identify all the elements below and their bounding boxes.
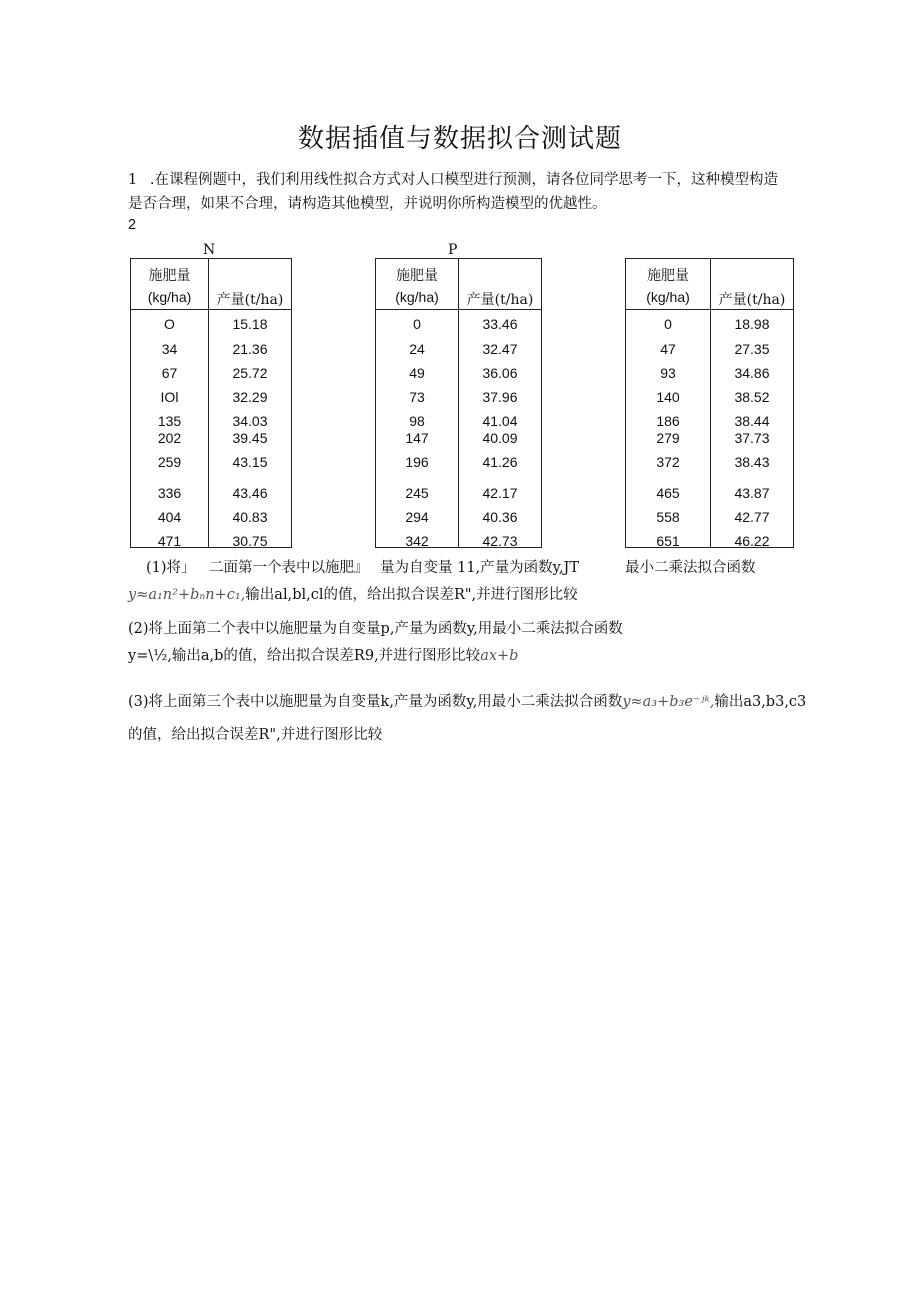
cell-yield: 32.47 xyxy=(482,341,518,357)
cell-fertilizer: 73 xyxy=(409,389,425,405)
cell-fertilizer: 135 xyxy=(157,413,182,429)
cell-yield: 43.46 xyxy=(232,485,268,501)
question-1-number: 1 xyxy=(128,172,138,188)
cell-fertilizer: 34 xyxy=(161,341,178,357)
cell-fertilizer: 0 xyxy=(664,316,672,332)
cell-yield: 40.36 xyxy=(482,509,518,525)
cell-fertilizer: 465 xyxy=(656,485,680,501)
header-fertilizer-unit: (kg/ha) xyxy=(395,289,439,305)
header-fertilizer-unit: (kg/ha) xyxy=(646,289,690,305)
cell-fertilizer: 202 xyxy=(157,430,182,446)
sub-question-3-line-2: 的值，给出拟合误差R",并进行图形比较 xyxy=(128,727,383,743)
cell-fertilizer: 279 xyxy=(656,430,680,446)
cell-fertilizer: 372 xyxy=(656,454,680,470)
cell-yield: 40.09 xyxy=(482,430,518,446)
cell-fertilizer: IOl xyxy=(160,389,179,405)
cell-fertilizer: 98 xyxy=(409,413,425,429)
formula-linear: ax+b xyxy=(480,648,519,664)
cell-fertilizer: 47 xyxy=(660,341,676,357)
formula-exponential: y≈a₃+b₃e⁻ʲᵏ, xyxy=(622,694,715,710)
cell-fertilizer: 186 xyxy=(656,413,680,429)
data-table-k xyxy=(625,258,794,548)
cell-fertilizer: 471 xyxy=(157,533,182,549)
data-table-n xyxy=(130,258,292,548)
cell-yield: 18.98 xyxy=(734,316,770,332)
cell-fertilizer: 24 xyxy=(409,341,425,357)
cell-fertilizer: 196 xyxy=(405,454,429,470)
sub-question-1-seg-4: 最小二乘法拟合函数 xyxy=(625,560,756,576)
cell-fertilizer: 67 xyxy=(161,365,178,381)
cell-fertilizer: 651 xyxy=(656,533,680,549)
cell-yield: 41.26 xyxy=(482,454,518,470)
cell-yield: 38.44 xyxy=(734,413,770,429)
table-label-n: N xyxy=(203,242,216,258)
cell-fertilizer: 259 xyxy=(157,454,182,470)
header-fertilizer-unit: (kg/ha) xyxy=(147,289,192,305)
cell-fertilizer: 140 xyxy=(656,389,680,405)
cell-yield: 36.06 xyxy=(482,365,518,381)
sub-question-1-seg-1: (1)将」 xyxy=(146,560,196,576)
cell-fertilizer: 294 xyxy=(405,509,429,525)
header-yield: 产量(t/ha) xyxy=(216,292,284,308)
formula-quadratic: y≈a₁n²+bₙn+c₁, xyxy=(128,587,246,603)
cell-fertilizer: 558 xyxy=(656,509,680,525)
cell-yield: 38.43 xyxy=(734,454,770,470)
cell-fertilizer: 336 xyxy=(157,485,182,501)
cell-yield: 27.35 xyxy=(734,341,770,357)
question-1 xyxy=(128,168,778,189)
cell-yield: 42.77 xyxy=(734,509,770,525)
cell-yield: 30.75 xyxy=(232,533,268,549)
question-1-line-1: .在课程例题中，我们利用线性拟合方式对人口模型进行预测，请各位同学思考一下，这种模型构造 xyxy=(149,172,778,188)
cell-yield: 33.46 xyxy=(482,316,518,332)
question-2-number: 2 xyxy=(128,217,137,233)
cell-yield: 37.96 xyxy=(482,389,518,405)
cell-yield: 41.04 xyxy=(482,413,518,429)
header-yield: 产量(t/ha) xyxy=(466,292,534,308)
cell-yield: 34.03 xyxy=(232,413,268,429)
cell-yield: 42.17 xyxy=(482,485,518,501)
cell-fertilizer: 93 xyxy=(660,365,676,381)
cell-yield: 42.73 xyxy=(482,533,518,549)
cell-yield: 15.18 xyxy=(232,316,268,332)
sub-question-3-line-1: (3)将上面第三个表中以施肥量为自变量k,产量为函数y,用最小二乘法拟合函数y≈a₃+b₃e⁻ʲᵏ,输出a3,b3,c3 xyxy=(128,694,807,710)
cell-yield: 25.72 xyxy=(232,365,268,381)
cell-fertilizer: 49 xyxy=(409,365,425,381)
sub-question-1-seg-3: 量为自变量 11,产量为函数y,JT xyxy=(380,560,580,576)
cell-yield: 39.45 xyxy=(232,430,268,446)
table-label-p: P xyxy=(448,242,458,258)
cell-yield: 43.87 xyxy=(734,485,770,501)
cell-yield: 37.73 xyxy=(734,430,770,446)
header-fertilizer: 施肥量 xyxy=(396,268,438,284)
page-title: 数据插值与数据拟合测试题 xyxy=(297,124,622,154)
sub-question-1-line-2: y≈a₁n²+bₙn+c₁,输出al,bl,cl的值，给出拟合误差R",并进行图形比较 xyxy=(128,587,578,603)
cell-fertilizer: 0 xyxy=(413,316,421,332)
cell-yield: 21.36 xyxy=(232,341,268,357)
header-fertilizer: 施肥量 xyxy=(148,268,191,284)
cell-fertilizer: 342 xyxy=(405,533,429,549)
sub-question-2-line-2: y=\½,输出a,b的值，给出拟合误差R9,并进行图形比较ax+b xyxy=(128,648,519,664)
cell-fertilizer: 147 xyxy=(405,430,429,446)
cell-yield: 38.52 xyxy=(734,389,770,405)
sub-question-2-line-1: (2)将上面第二个表中以施肥量为自变量p,产量为函数y,用最小二乘法拟合函数 xyxy=(128,621,623,637)
cell-fertilizer: O xyxy=(164,316,175,332)
header-yield: 产量(t/ha) xyxy=(718,292,786,308)
question-1-line-2: 是否合理，如果不合理，请构造其他模型，并说明你所构造模型的优越性。 xyxy=(128,196,607,212)
cell-yield: 32.29 xyxy=(232,389,268,405)
data-table-p xyxy=(375,258,542,548)
header-fertilizer: 施肥量 xyxy=(647,268,689,284)
cell-yield: 40.83 xyxy=(232,509,268,525)
cell-fertilizer: 404 xyxy=(157,509,182,525)
cell-yield: 46.22 xyxy=(734,533,770,549)
cell-yield: 43.15 xyxy=(232,454,268,470)
cell-fertilizer: 245 xyxy=(405,485,429,501)
sub-question-1-seg-2: 二面第一个表中以施肥』 xyxy=(209,560,369,576)
cell-yield: 34.86 xyxy=(734,365,770,381)
